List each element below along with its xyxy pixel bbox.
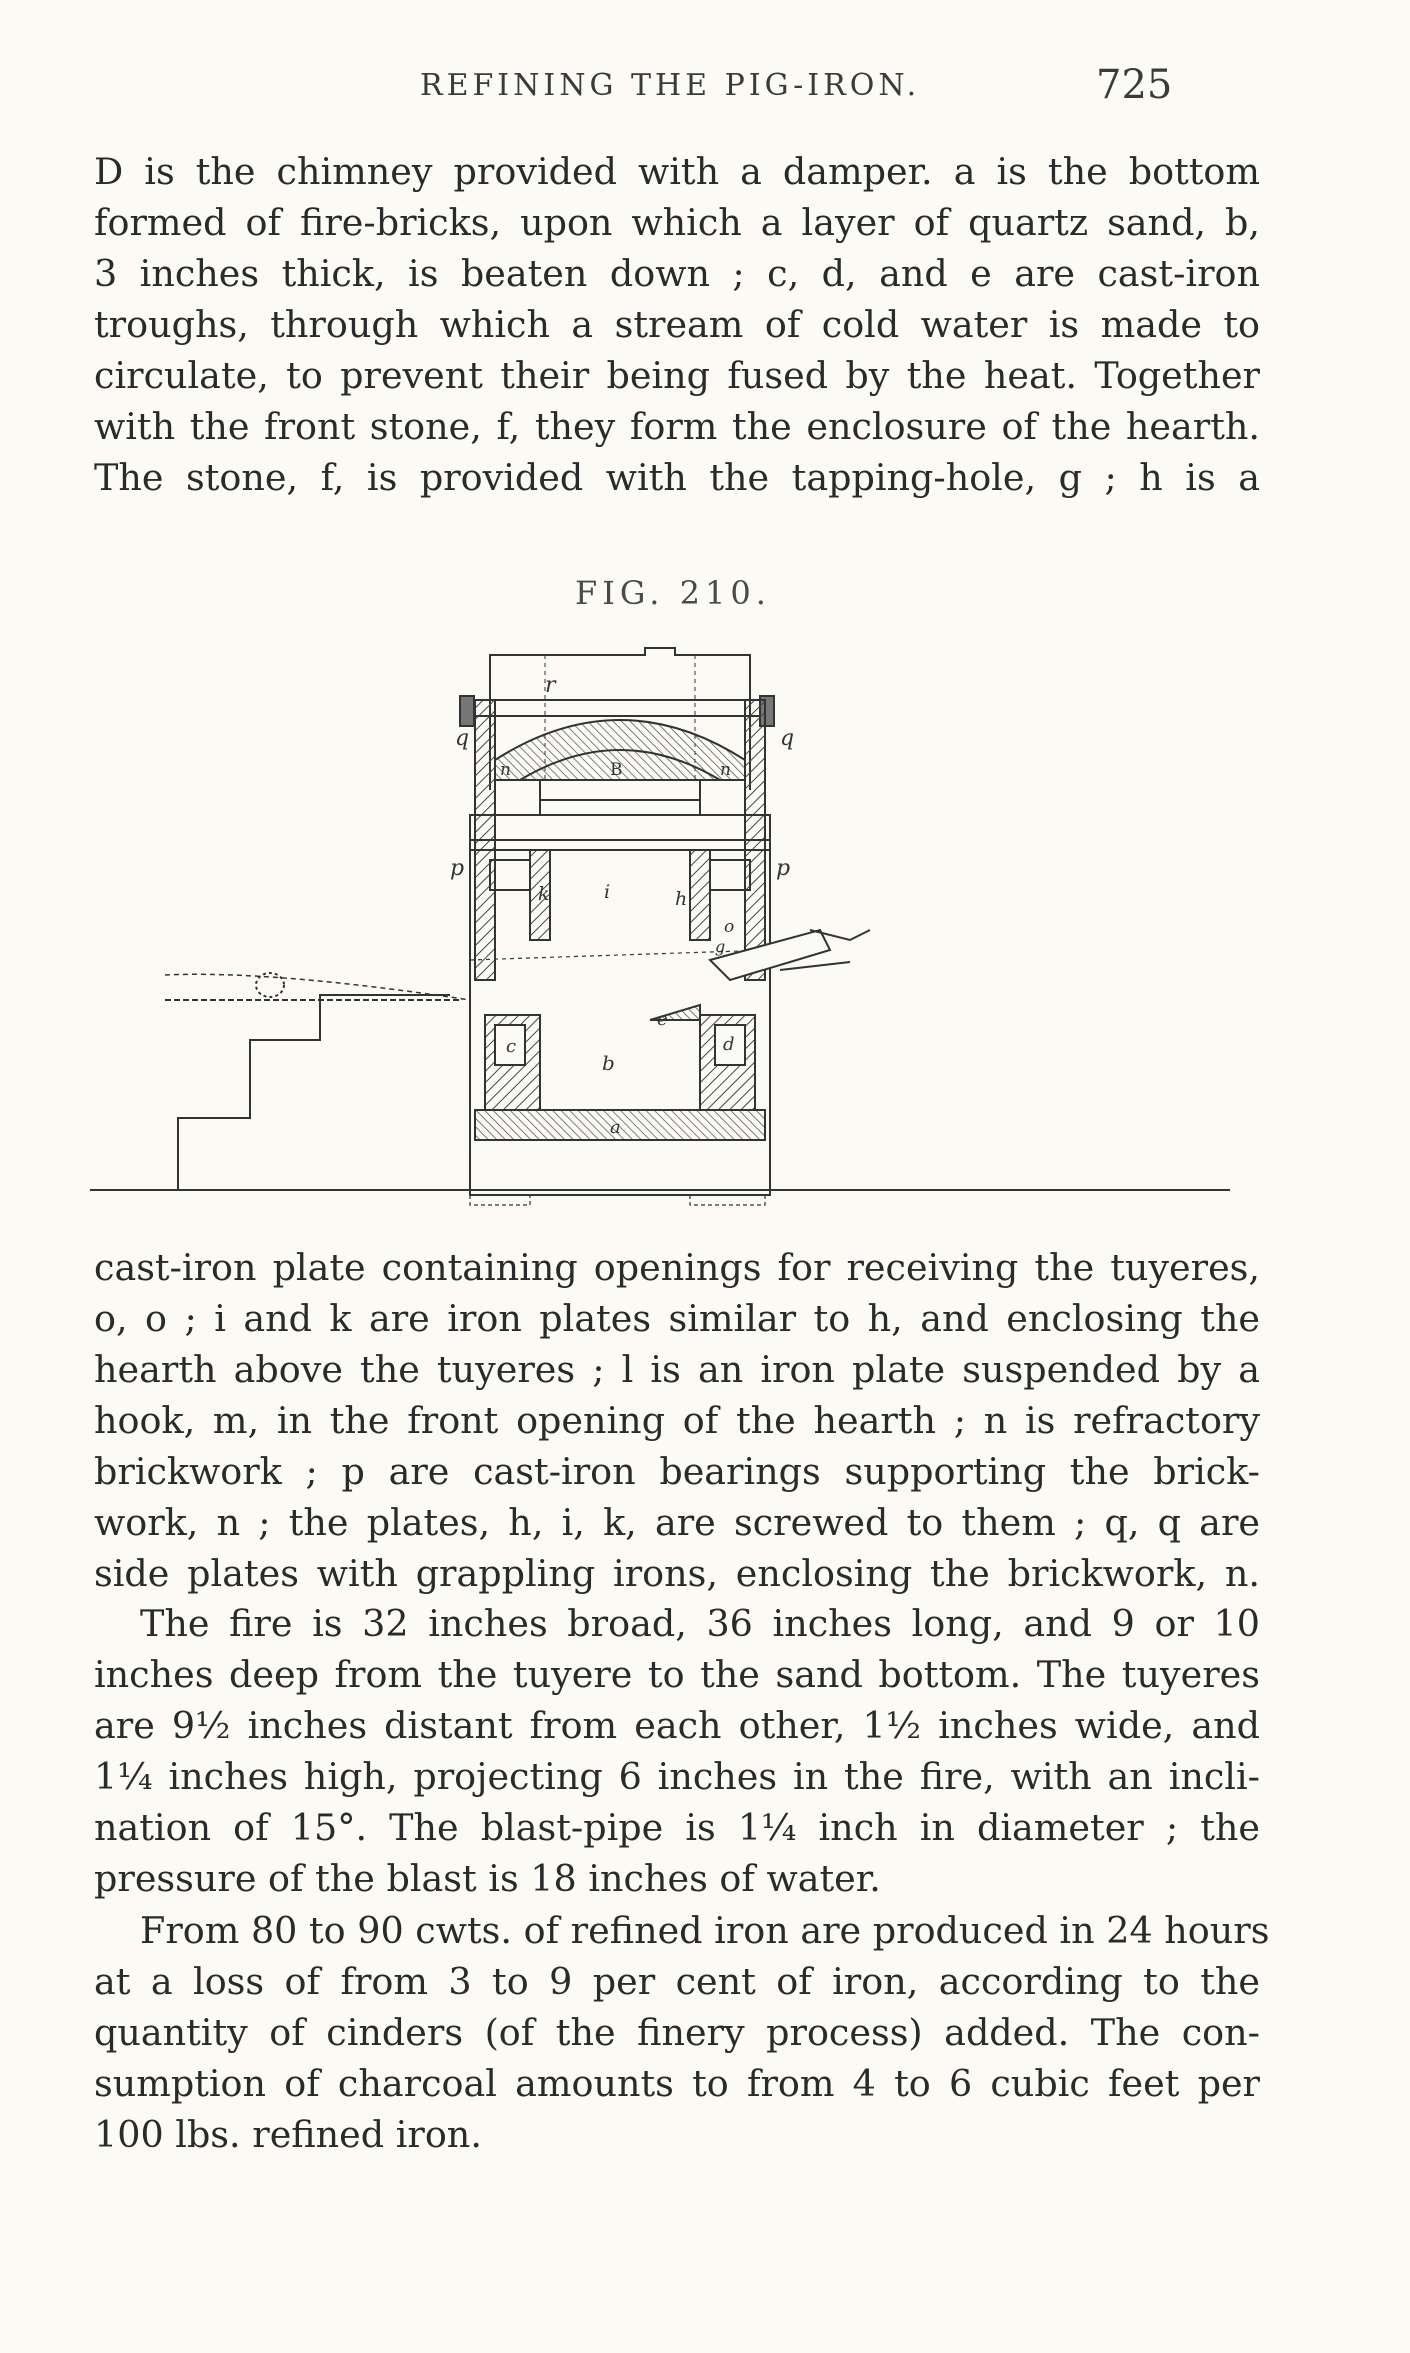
text-line: D is the chimney provided with a damper. a is the bottom [94,150,1260,193]
top-plate [470,700,770,716]
text-line: The stone, f, is provided with the tapping-hole, g ; h is a [94,456,1260,499]
label-r: r [545,673,556,698]
label-a: a [610,1117,621,1138]
label-o: o [724,917,735,937]
paragraph-4 [94,1905,1270,2160]
label-n-right: n [720,760,731,780]
paragraph-1 [94,146,1260,503]
figure-210-refinery-hearth [90,640,1240,1220]
paragraph-3 [94,1598,1260,1904]
text-line: 1¼ inches high, projecting 6 inches in the fire, with an incli- [94,1755,1260,1798]
text-line: brickwork ; p are cast-iron bearings supporting the brick- [94,1450,1260,1493]
label-p-right: p [776,856,791,881]
running-head: REFINING THE PIG-IRON. [420,68,921,103]
label-i: i [604,881,611,903]
text-line: circulate, to prevent their being fused by the heat. Together [94,354,1260,397]
text-line: hearth above the tuyeres ; l is an iron plate suspended by a [94,1348,1260,1391]
text-line: quantity of cinders (of the finery process) added. The con- [94,2011,1260,2054]
text-line: at a loss of from 3 to 9 per cent of iron, according to the [94,1960,1260,2003]
text-line: hook, m, in the front opening of the hearth ; n is refractory [94,1399,1260,1442]
text-line: The fire is 32 inches broad, 36 inches long, and 9 or 10 [140,1602,1260,1645]
text-line: are 9½ inches distant from each other, 1½ inches wide, and [94,1704,1260,1747]
text-line: formed of fire-bricks, upon which a layer of quartz sand, b, [94,201,1260,244]
label-d: d [723,1034,735,1055]
text-line: cast-iron plate containing openings for receiving the tuyeres, [94,1246,1260,1289]
text-line: From 80 to 90 cwts. of refined iron are produced in 24 hours [140,1909,1270,1952]
label-q-left: q [455,726,470,751]
text-line: with the front stone, f, they form the enclosure of the hearth. [94,405,1260,448]
label-q-right: q [780,726,795,751]
text-line: inches deep from the tuyere to the sand bottom. The tuyeres [94,1653,1260,1696]
hearth-diagram [90,640,1240,1220]
text-line: 100 lbs. refined iron. [94,2113,482,2156]
label-c: c [506,1036,517,1057]
label-n-left: n [500,760,511,780]
text-line: side plates with grappling irons, enclosing the brickwork, n. [94,1552,1260,1595]
page-number: 725 [1096,62,1173,108]
page-header [0,62,1410,112]
label-B: B [610,760,623,780]
paragraph-2 [94,1242,1260,1599]
text-line: nation of 15°. The blast-pipe is 1¼ inch in diameter ; the [94,1806,1260,1849]
text-line: pressure of the blast is 18 inches of water. [94,1857,881,1900]
text-line: troughs, through which a stream of cold water is made to [94,303,1260,346]
text-line: sumption of charcoal amounts to from 4 to 6 cubic feet per [94,2062,1260,2105]
text-line: o, o ; i and k are iron plates similar to h, and enclosing the [94,1297,1260,1340]
label-h: h [675,888,688,910]
figure-caption: FIG. 210. [575,574,771,612]
label-e: e [657,1009,668,1030]
label-p-left: p [450,856,465,881]
steps [178,995,450,1190]
text-line: 3 inches thick, is beaten down ; c, d, and e are cast-iron [94,252,1260,295]
label-k: k [538,883,550,905]
label-g: g [715,937,726,956]
text-line: work, n ; the plates, h, i, k, are screwed to them ; q, q are [94,1501,1260,1544]
label-b: b [602,1051,615,1075]
